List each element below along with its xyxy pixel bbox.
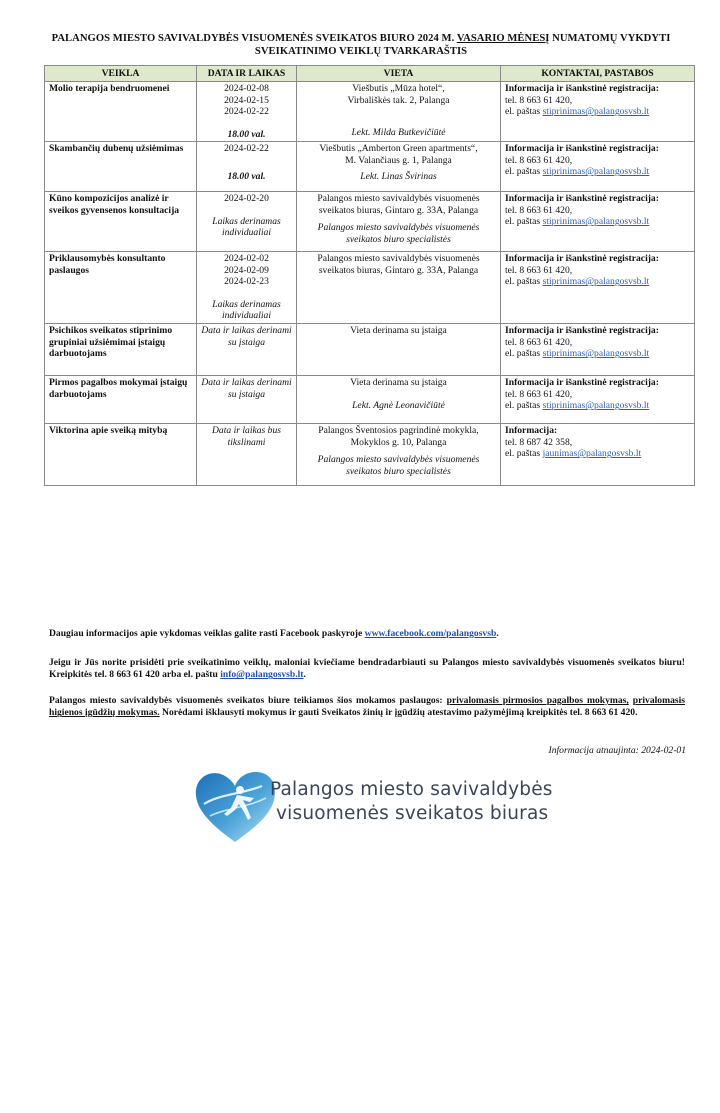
- logo-text: [270, 778, 553, 826]
- paid-services-paragraph: [49, 695, 685, 720]
- email-link[interactable]: stiprinimas@palangosvsb.lt: [542, 348, 650, 360]
- contact-title: Informacija ir išankstinė registracija:: [505, 83, 659, 95]
- lecturer-label: Palangos miesto savivaldybės visuomenės sveikatos biuro specialistės: [317, 222, 480, 245]
- logo-line-2: visuomenės sveikatos biuras: [276, 803, 549, 824]
- title-part-1: PALANGOS MIESTO SAVIVALDYBĖS VISUOMENĖS SVEIKATOS BIURO 2024 M.: [51, 33, 455, 44]
- date-note: Laikas derinamas individualiai: [212, 298, 281, 322]
- email-link[interactable]: stiprinimas@palangosvsb.lt: [542, 400, 650, 412]
- punctuation: .: [496, 628, 499, 639]
- facebook-paragraph: [49, 628, 685, 640]
- place-cell: [297, 424, 501, 486]
- table-row: [45, 82, 695, 142]
- date-line: 2024-02-15: [224, 94, 269, 106]
- date-note: Laikas derinamas individualiai: [212, 215, 281, 239]
- contact-title: Informacija ir išankstinė registracija:: [505, 377, 659, 389]
- table-row: [45, 252, 695, 324]
- place-line: Vieta derinama su įstaiga: [350, 377, 447, 389]
- contact-title: Informacija ir išankstinė registracija:: [505, 193, 659, 205]
- date-line: 2024-02-23: [224, 276, 269, 288]
- place-line: Mokyklos g. 10, Palanga: [350, 436, 447, 448]
- date-line: 2024-02-02: [224, 253, 269, 265]
- place-cell: [297, 142, 501, 192]
- place-line: Vieta derinama su įstaiga: [350, 325, 447, 337]
- collaboration-text: Jeigu ir Jūs norite prisidėti prie sveikatinimo veiklų, maloniai kviečiame bendradarbiauti su Palangos miesto savivaldybės visuomenės sveikatos biuru! Kreipkitės tel. 8 663 61 420 arba el. paštu: [49, 657, 685, 681]
- email-link[interactable]: stiprinimas@palangosvsb.lt: [542, 106, 650, 118]
- date-cell: [197, 252, 297, 324]
- contact-phone: tel. 8 663 61 420,: [505, 264, 573, 276]
- contact-phone: tel. 8 687 42 358,: [505, 436, 573, 448]
- contact-cell: [501, 424, 695, 486]
- contact-title: Informacija:: [505, 425, 558, 437]
- contact-title: Informacija ir išankstinė registracija:: [505, 253, 659, 265]
- email-label: el. paštas: [505, 106, 541, 118]
- contact-phone: tel. 8 663 61 420,: [505, 94, 573, 106]
- first-aid-service: privalomasis pirmosios pagalbos mokymas,: [446, 695, 629, 706]
- place-line: Palangos miesto savivaldybės visuomenės: [317, 193, 480, 205]
- contact-cell: [501, 252, 695, 324]
- activity-cell: Pirmos pagalbos mokymai įstaigų darbuotojams: [45, 376, 197, 424]
- date-line: 2024-02-09: [224, 264, 269, 276]
- lecturer-label: Lekt. Milda Butkevičiūtė: [351, 127, 446, 139]
- table-row: [45, 376, 695, 424]
- date-cell: [197, 324, 297, 376]
- email-link[interactable]: stiprinimas@palangosvsb.lt: [542, 216, 650, 228]
- paid-services-text: Palangos miesto savivaldybės visuomenės sveikatos biure teikiamos šios mokamos paslaugos:: [49, 695, 443, 706]
- place-line: sveikatos biuras, Gintaro g. 33A, Palanga: [318, 204, 479, 216]
- place-cell: [297, 376, 501, 424]
- activity-cell: Skambančių dubenų užsiėmimas: [45, 142, 197, 192]
- updated-date: Informacija atnaujinta: 2024-02-01: [548, 745, 686, 756]
- header-date-time: DATA IR LAIKAS: [197, 66, 297, 82]
- date-line: 2024-02-22: [224, 106, 269, 118]
- time-label: 18.00 val.: [227, 170, 266, 182]
- place-line: Virbališkės tak. 2, Palanga: [347, 94, 450, 106]
- title-part-2: NUMATOMŲ VYKDYTI SVEIKATINIMO VEIKLŲ TVARKARAŠTIS: [254, 33, 671, 57]
- date-line: 2024-02-08: [224, 83, 269, 95]
- place-line: Palangos miesto savivaldybės visuomenės: [317, 253, 480, 265]
- heart-runner-logo-icon: [190, 764, 280, 846]
- info-email-link[interactable]: info@palangosvsb.lt: [220, 669, 304, 681]
- date-cell: [197, 82, 297, 142]
- email-link[interactable]: stiprinimas@palangosvsb.lt: [542, 276, 650, 288]
- place-line: M. Valančiaus g. 1, Palanga: [345, 154, 452, 166]
- contact-phone: tel. 8 663 61 420,: [505, 388, 573, 400]
- punctuation: .: [303, 669, 306, 681]
- date-line: 2024-02-20: [224, 193, 269, 205]
- date-note: Data ir laikas derinami su įstaiga: [201, 325, 292, 348]
- place-line: sveikatos biuras, Gintaro g. 33A, Palanga: [318, 264, 479, 276]
- email-label: el. paštas: [505, 276, 541, 288]
- contact-cell: [501, 82, 695, 142]
- activity-cell: Kūno kompozicijos analizė ir sveikos gyvensenos konsultacija: [45, 192, 197, 252]
- email-label: el. paštas: [505, 448, 541, 460]
- facebook-text: Daugiau informacijos apie vykdomas veiklas galite rasti Facebook paskyroje: [49, 628, 363, 639]
- activity-cell: Psichikos sveikatos stiprinimo grupiniai užsiėmimai įstaigų darbuotojams: [45, 324, 197, 376]
- activity-cell: Viktorina apie sveiką mitybą: [45, 424, 197, 486]
- title-month: VASARIO MĖNESĮ: [456, 33, 550, 44]
- hygiene-service: privalomasis higienos įgūdžių mokymas.: [49, 695, 686, 719]
- table-row: [45, 424, 695, 486]
- schedule-header-row: [45, 66, 695, 82]
- document-title: [30, 32, 692, 58]
- schedule-table: [44, 65, 695, 486]
- place-line: Viešbutis „Mūza hotel“,: [352, 83, 445, 95]
- date-note: Data ir laikas derinami su įstaiga: [201, 377, 292, 400]
- activity-cell: Priklausomybės konsultanto paslaugos: [45, 252, 197, 324]
- date-cell: [197, 192, 297, 252]
- lecturer-label: Lekt. Agnė Leonavičiūtė: [352, 399, 445, 411]
- lecturer-label: Palangos miesto savivaldybės visuomenės sveikatos biuro specialistės: [317, 454, 480, 477]
- contact-cell: [501, 376, 695, 424]
- activity-cell: Molio terapija bendruomenei: [45, 82, 197, 142]
- email-link[interactable]: stiprinimas@palangosvsb.lt: [542, 166, 650, 178]
- header-contacts: KONTAKTAI, PASTABOS: [501, 66, 695, 82]
- table-row: [45, 324, 695, 376]
- contact-phone: tel. 8 663 61 420,: [505, 336, 573, 348]
- date-cell: [197, 424, 297, 486]
- date-line: 2024-02-22: [224, 143, 269, 155]
- lecturer-label: Lekt. Linas Švirinas: [360, 171, 437, 183]
- contact-title: Informacija ir išankstinė registracija:: [505, 143, 659, 155]
- collaboration-paragraph: [49, 657, 685, 682]
- contact-cell: [501, 324, 695, 376]
- email-label: el. paštas: [505, 166, 541, 178]
- date-note: Data ir laikas bus tikslinami: [211, 425, 282, 448]
- date-cell: [197, 142, 297, 192]
- email-link[interactable]: jaunimas@palangosvsb.lt: [542, 448, 642, 460]
- place-line: Palangos Šventosios pagrindinė mokykla,: [318, 425, 479, 437]
- header-activity: VEIKLA: [45, 66, 197, 82]
- place-line: Viešbutis „Amberton Green apartments“,: [319, 143, 478, 155]
- table-row: [45, 142, 695, 192]
- email-label: el. paštas: [505, 400, 541, 412]
- email-label: el. paštas: [505, 348, 541, 360]
- contact-title: Informacija ir išankstinė registracija:: [505, 325, 659, 337]
- place-cell: [297, 82, 501, 142]
- email-label: el. paštas: [505, 216, 541, 228]
- contact-phone: tel. 8 663 61 420,: [505, 204, 573, 216]
- date-cell: [197, 376, 297, 424]
- contact-phone: tel. 8 663 61 420,: [505, 154, 573, 166]
- contact-cell: [501, 142, 695, 192]
- facebook-link[interactable]: www.facebook.com/palangosvsb: [364, 628, 497, 639]
- logo-line-1: Palangos miesto savivaldybės: [270, 779, 553, 800]
- header-place: VIETA: [297, 66, 501, 82]
- paid-services-end: Norėdami išklausyti mokymus ir gauti Sveikatos žinių ir įgūdžių atestavimo pažymėjimą kreipkitės tel. 8 663 61 420.: [162, 707, 638, 719]
- table-row: [45, 192, 695, 252]
- place-cell: [297, 252, 501, 324]
- place-cell: [297, 192, 501, 252]
- time-label: 18.00 val.: [227, 128, 266, 140]
- organization-logo: [190, 764, 570, 846]
- place-cell: [297, 324, 501, 376]
- contact-cell: [501, 192, 695, 252]
